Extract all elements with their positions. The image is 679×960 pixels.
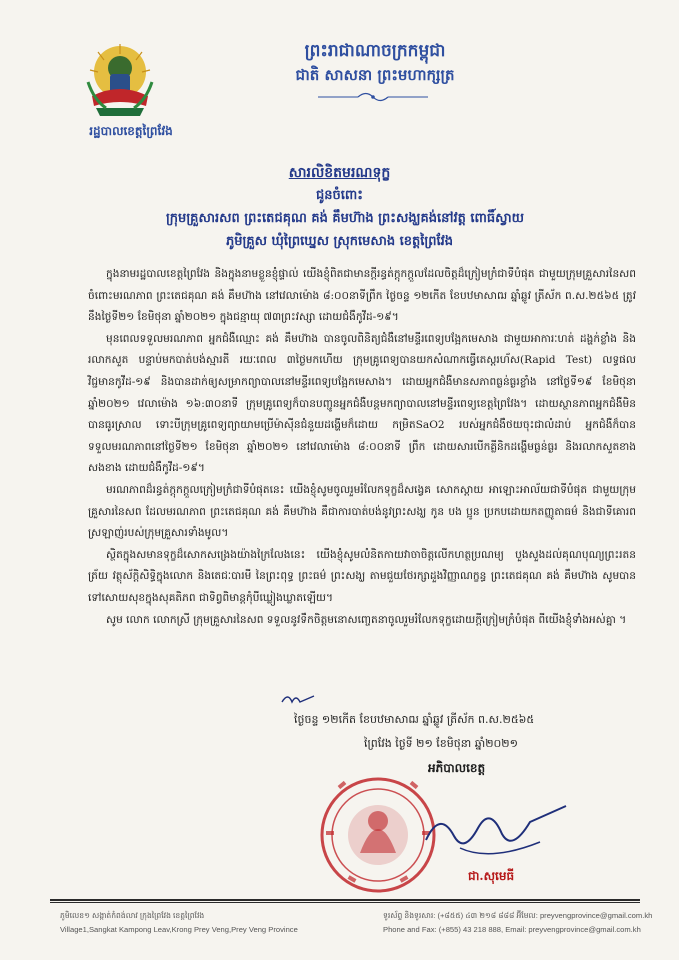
governor-name: ជា.សុមេធី: [468, 869, 515, 883]
body-paragraph-5: សូម លោក លោកស្រី ក្រុមគ្រួសារនៃសព ទទួលនូវទឹកចិត្តមនោសញ្ចេតនាចូលរួមរំលែកទុក្ខដោយក្តីក្រៀមក្រំបំផុត ពីយើងខ្ញុំទាំងអស់គ្នា ។: [106, 613, 627, 626]
letter-title: សារលិខិតមរណទុក្ខ: [288, 165, 391, 181]
body-paragraph-2: មុនពេលទទួលមរណភាព អ្នកជំងឺឈ្មោះ គង់ គឹមហ៊ាង បានចូលពិនិត្យជំងឺនៅមន្ទីរពេទ្យបង្អែកមេសាង ជាមួយអាការៈហត់ ដង្ហក់ខ្លាំង និងរលាកសួត បន្ទាប់មកបាត់បង់ស្មារតី រយៈពេល ៣ថ្ងៃមកហើយ ក្រុមគ្រូពេទ្យបានយកសំណាកធ្វើតេស្តរហ័ស(Rapid Test) លទ្ធផលវិជ្ជមានកូវីដ-១៩ និងបានដាក់ឲ្យសម្រាកព្យាបាលនៅមន្ទីរពេទ្យបង្អែកមេសាង។ ដោយអ្នកជំងឺមានសភាពធ្ងន់ធ្ងរខ្លាំង នៅថ្ងៃទី១៩ ខែមិថុនា ឆ្នាំ២០២១ វេលាម៉ោង ១៦:៣០នាទី ក្រុមគ្រូពេទ្យក៏បានបញ្ជូនអ្នកជំងឺបន្តមកព្យាបាលនៅមន្ទីរពេទ្យខេត្តព្រៃវែង។ ដោយស្ថានភាពអ្នកជំងឺមិនបានធូរស្រាល ទោះបីក្រុមគ្រូពេទ្យព្យាយាមប្រើម៉ាស៊ីនជំនួយដង្ហើមក៏ដោយ កម្រិតSaO2 របស់អ្នកជំងឺថយចុះជាលំដាប់ អ្នកជំងឺក៏បានទទួលមរណភាពនៅថ្ងៃទី២១ ខែមិថុនា ឆ្នាំ២០២១ នៅវេលាម៉ោង ៨:០០នាទី ព្រឹក ដោយសារបើកគ្លីនិកដង្ហើមធ្ងន់ធ្ងរ និងរលាកសួតខាងសងខាង ដោយជំងឺកូវីដ-១៩។: [88, 332, 636, 475]
governor-title: អភិបាលខេត្ត: [428, 761, 486, 775]
footer-divider: [50, 899, 640, 901]
prey-veng-province-emblem-icon: [84, 42, 156, 120]
initials-mark-icon: [280, 690, 316, 708]
body-paragraph-3: មរណភាពដ៏រន្ធត់ក្តុកក្តួលក្រៀមក្រំជាទីបំផុតនេះ យើងខ្ញុំសូមចូលរួមរំលែកទុក្ខដ៏សង្វេគ សោកស្តាយ អាឡោះអាល័យជាទីបំផុត ជាមួយក្រុមគ្រួសារនៃសព ដែលមរណភាព ព្រះតេជគុណ គង់ គឹមហ៊ាង គឺជាការបាត់បង់នូវព្រះសង្ឃ កូន បង ប្អូន ប្រកបដោយកតញ្ញូតាធម៌ និងជាទីគោរពស្រឡាញ់របស់ក្រុមគ្រួសារទាំងមូល។: [88, 483, 636, 540]
solar-date: ព្រៃវែង ថ្ងៃទី ២១ ខែមិថុនា ឆ្នាំ២០២១: [364, 737, 518, 750]
footer-contact-en: Phone and Fax: (+855) 43 218 888, Email: preyvengprovince@gmail.com.kh: [383, 925, 641, 934]
letter-body: [88, 264, 636, 631]
recipient-line: ក្រុមគ្រួសារសព ព្រះតេជគុណ គង់ គឹមហ៊ាង ព្រះសង្ឃគង់នៅវត្ត ពោធិ៍ស្វាយ: [165, 211, 525, 226]
kingdom-heading: ព្រះរាជាណាចក្រកម្ពុជា: [304, 41, 446, 61]
national-motto: ជាតិ សាសនា ព្រះមហាក្សត្រ: [295, 66, 455, 84]
footer-divider-thin: [50, 902, 640, 903]
lunar-date: ថ្ងៃចន្ទ ១២កើត ខែបឋមាសាឍ ឆ្នាំឆ្លូវ ត្រីស័ក ព.ស.២៥៦៥: [294, 713, 535, 726]
body-paragraph-1: ក្នុងនាមរដ្ឋបាលខេត្តព្រៃវែង និងក្នុងនាមខ្លួនខ្ញុំផ្ទាល់ យើងខ្ញុំពិតជាមានក្តីរន្ធត់ក្តុកក្តួលដែលចិត្តដ៏ក្រៀមក្រំជាទីបំផុត ជាមួយក្រុមគ្រួសារនៃសព ចំពោះមរណភាព ព្រះតេជគុណ គង់ គឹមហ៊ាង នៅវេលាម៉ោង ៨:០០នាទីព្រឹក ថ្ងៃចន្ទ ១២កើត ខែបឋមាសាឍ ឆ្នាំឆ្លូវ ត្រីស័ក ព.ស.២៥៦៥ ត្រូវនឹងថ្ងៃទី២១ ខែមិថុនា ឆ្នាំ២០២១ ក្នុងជន្មាយុ ៧៣ព្រះវស្សា ដោយជំងឺកូវីដ-១៩។: [88, 268, 636, 324]
recipient-address-line: ភូមិគ្រួស ឃុំព្រៃឃ្នេស ស្រុកមេសាង ខេត្តព្រៃវែង: [225, 234, 454, 249]
body-paragraph-4: ស្ថិតក្នុងសមានទុក្ខដ៏សោកសង្រេងយ៉ាងក្រៃលែងនេះ យើងខ្ញុំសូមលំនិតកាយវាចាចិត្តលើកហត្ថប្រណម្យ បួងសួងដល់គុណបុណ្យព្រះរតនត្រ័យ វត្ថុស័ក្តិសិទ្ធិក្នុងលោក និងតេជៈបារមី នៃព្រះពុទ្ធ ព្រះធម៌ ព្រះសង្ឃ តាមជួយថែរក្សាដួងវិញ្ញាណក្ខន្ធ ព្រះតេជគុណ គង់ គឹមហ៊ាង សូមបានទៅសោយសុខក្នុងសុគតិភព ជាទិព្វពិមាន្តកុំបីឃ្លៀងឃ្លាតឡើយ។: [88, 548, 636, 604]
footer-address-kh: ភូមិលេខ១ សង្កាត់កំពង់លាវ ក្រុងព្រៃវែង ខេត្តព្រៃវែង: [60, 911, 205, 920]
provincial-administration-label: រដ្ឋបាលខេត្តព្រៃវែង: [89, 124, 173, 138]
ornament-divider-icon: [318, 90, 428, 104]
footer-address-en: Village1,Sangkat Kampong Leav,Krong Prey Veng,Prey Veng Province: [60, 925, 298, 934]
footer-contact-kh: ទូរស័ព្ទ និងទូរសារ: (+៨៥៥) ៤៣ ២១៨ ៨៨៨ អ៊ីមែល: preyvengprovince@gmail.com.kh: [383, 911, 653, 920]
handwritten-signature-icon: [420, 800, 570, 870]
addressed-to-label: ជូនចំពោះ: [316, 188, 363, 203]
